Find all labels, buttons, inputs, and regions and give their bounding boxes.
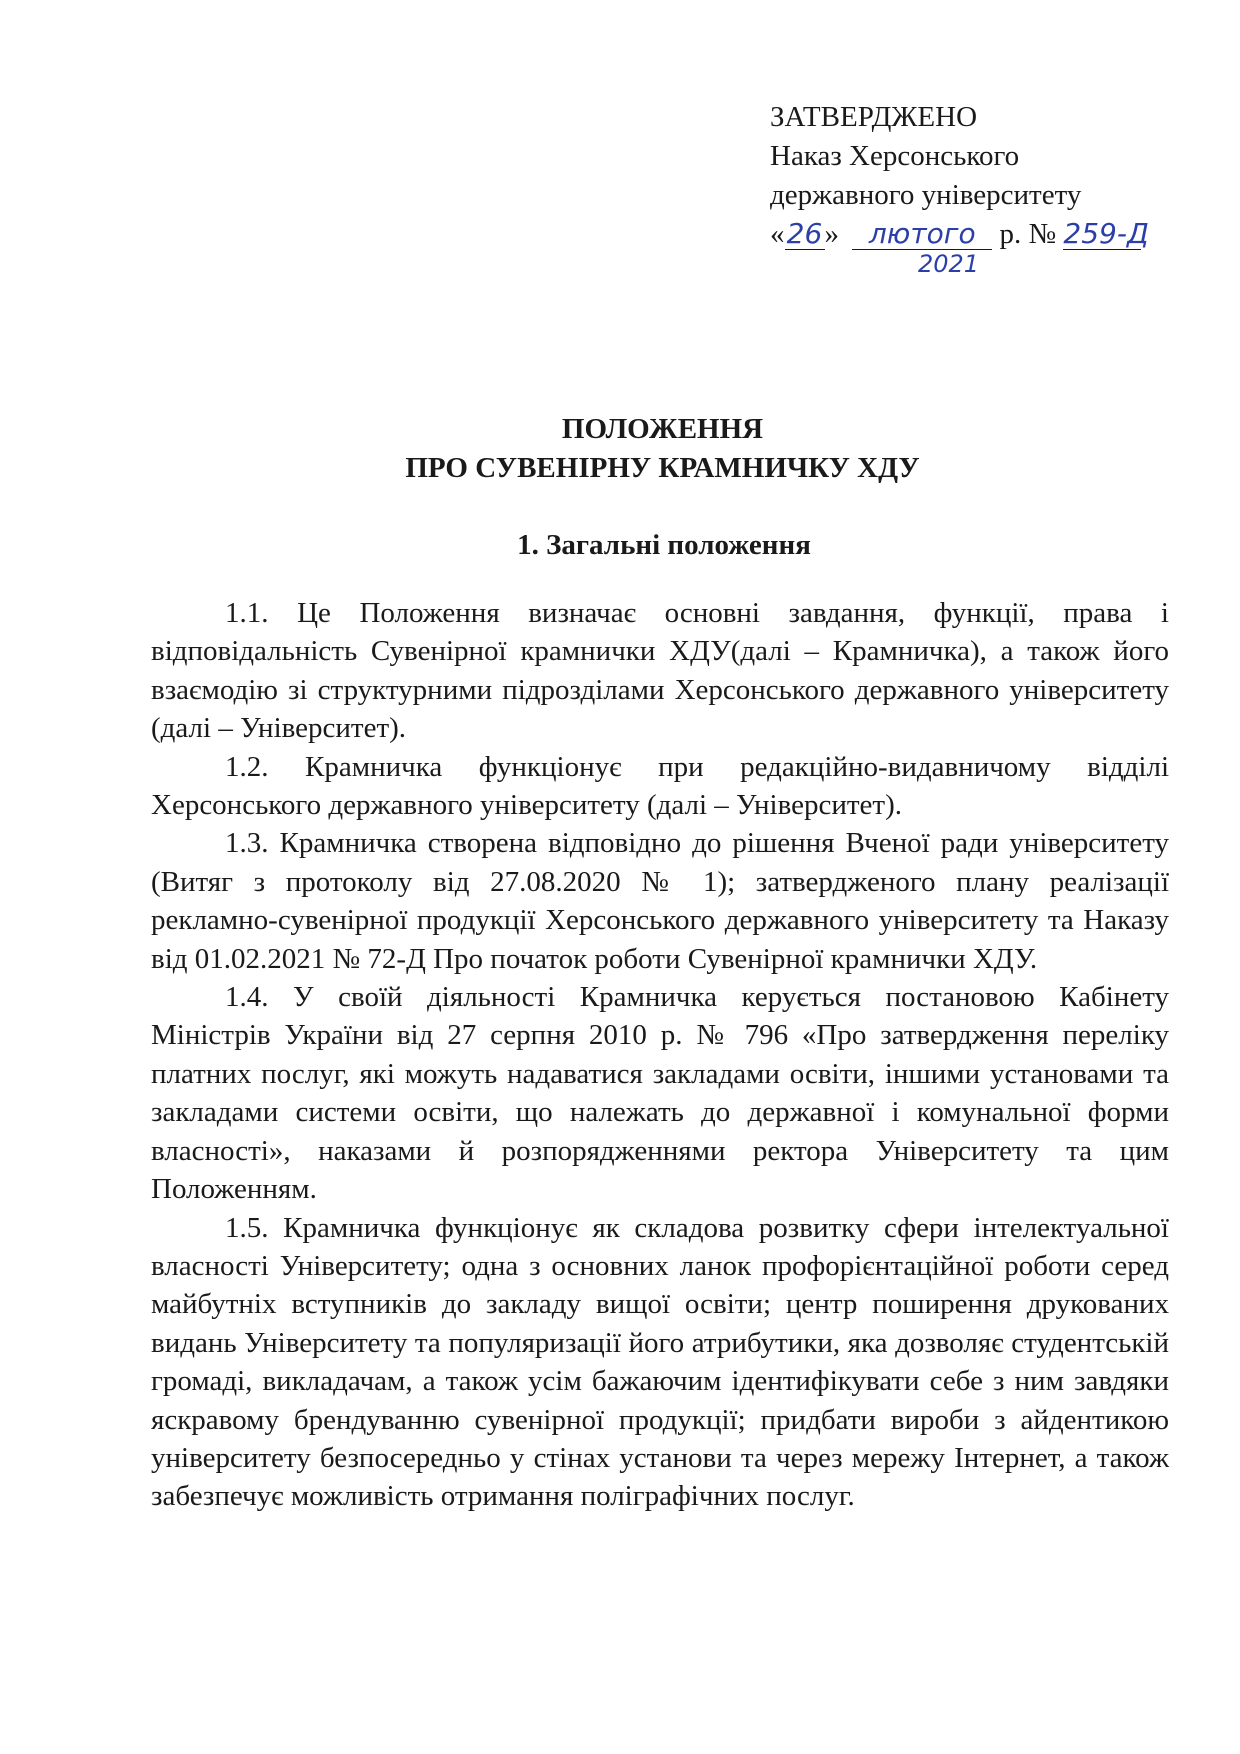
approval-line-2: державного університету	[770, 179, 1082, 211]
quote-close: »	[824, 218, 839, 250]
approval-block	[770, 98, 1149, 254]
document-title	[0, 410, 1240, 488]
quote-open: «	[770, 218, 785, 250]
approval-date-line	[770, 215, 1149, 254]
paragraph-1-4: 1.4. У своїй діяльності Крамничка керується постановою Кабінету Міністрів України від 27 серпня 2010 р. № 796 «Про затвердження переліку платних послуг, які можуть надаватися закладами освіти, іншими установами та закладами системи освіти, що належать до державної і комунальної форми власності», наказами й розпорядженнями ректора Університету та цим Положенням.	[151, 981, 1169, 1206]
approval-line-1: Наказ Херсонського	[770, 140, 1020, 172]
handwritten-order-number: 259-Д	[1063, 217, 1149, 250]
title-line-1: ПОЛОЖЕННЯ	[561, 413, 764, 445]
title-line-2: ПРО СУВЕНІРНУ КРАМНИЧКУ ХДУ	[405, 452, 920, 484]
paragraph-1-5: 1.5. Крамничка функціонує як складова розвитку сфери інтелектуальної власності Університету; одна з основних ланок профорієнтаційної роботи серед майбутніх вступників до закладу вищої освіти; центр поширення друкованих видань Університету та популяризації його атрибутики, яка дозволяє студентській громаді, викладачам, а також усім бажаючим ідентифікувати себе з ним завдяки яскравому брендуванню сувенірної продукції; придбати вироби з айдентикою університету безпосередньо у стінах установи та через мережу Інтернет, а також забезпечує можливість отримання поліграфічних послуг.	[151, 1211, 1169, 1513]
handwritten-day: 26	[786, 217, 823, 250]
paragraph-1-3: 1.3. Крамничка створена відповідно до рішення Вченої ради університету (Витяг з протоколу від 27.08.2020 № 1); затвердженого плану реалізації рекламно-сувенірної продукції Херсонського державного університету та Наказу від 01.02.2021 № 72-Д Про початок роботи Сувенірної крамнички ХДУ.	[151, 827, 1169, 975]
document-body	[151, 594, 1169, 1516]
paragraph-1-1: 1.1. Це Положення визначає основні завдання, функції, права і відповідальність Сувенірної крамнички ХДУ(далі – Крамничка), а також його взаємодію зі структурними підрозділами Херсонського державного університету (далі – Університет).	[151, 597, 1169, 745]
order-number-field	[1063, 217, 1149, 250]
handwritten-year: 2021	[918, 250, 980, 278]
day-field	[785, 219, 825, 250]
section-heading: 1. Загальні положення	[517, 529, 811, 561]
month-field	[852, 219, 992, 250]
handwritten-month: лютого	[868, 217, 976, 250]
paragraph-1-2: 1.2. Крамничка функціонує при редакційно-видавничому відділі Херсонського державного університету (далі – Університет).	[151, 750, 1169, 822]
order-number-label: р. №	[999, 218, 1057, 250]
approval-heading: ЗАТВЕРДЖЕНО	[770, 101, 978, 133]
